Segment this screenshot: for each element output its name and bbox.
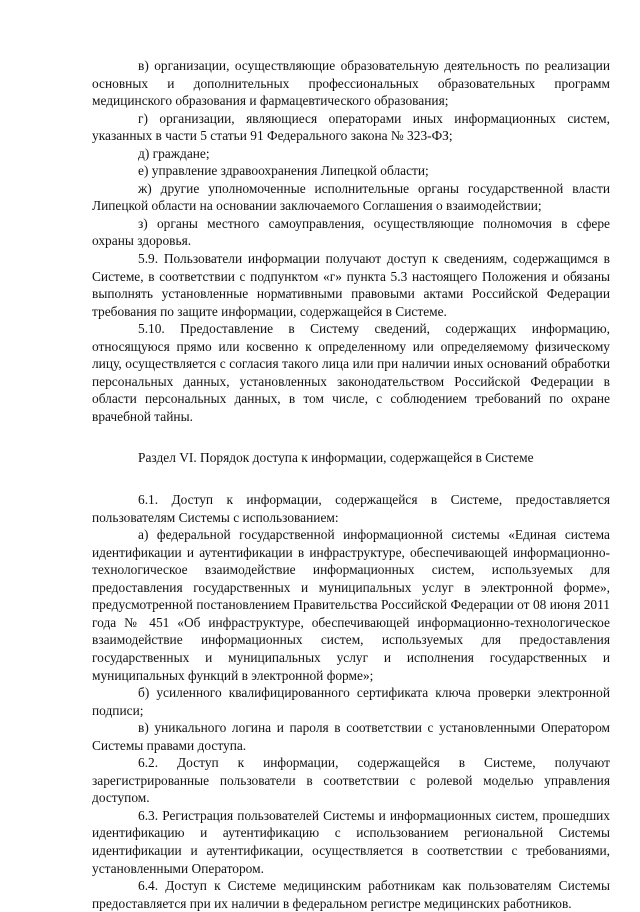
list-item-zh: ж) другие уполномоченные исполнительные органы государственной власти Липецкой области на основании заключаемого Соглашения о взаимодействии; xyxy=(92,180,610,214)
document-page xyxy=(92,57,610,912)
list-item-e: е) управление здравоохранения Липецкой области; xyxy=(138,163,429,179)
section-6-heading: Раздел VI. Порядок доступа к информации, содержащейся в Системе xyxy=(138,450,534,466)
clause-5-10: 5.10. Предоставление в Систему сведений, содержащих информацию, относящуюся прямо или косвенно к определенному или определяемому физическому лицу, осуществляется с согласия такого лица или при наличии иных оснований обработки персональных данных, установленных законодательством Российской Федерации в области персональных данных, в том числе, с соблюдением требований по охране врачебной тайны. xyxy=(92,321,610,424)
clause-6-1: 6.1. Доступ к информации, содержащейся в Системе, предоставляется пользователям Системы с использованием: xyxy=(92,492,610,525)
clause-6-4: 6.4. Доступ к Системе медицинским работникам как пользователям Системы предоставляется при их наличии в федеральном регистре медицинских работников. xyxy=(92,878,610,911)
clause-6-1-v: в) уникального логина и пароля в соответствии с установленными Оператором Системы правами доступа. xyxy=(92,720,610,753)
clause-5-9: 5.9. Пользователи информации получают доступ к сведениям, содержащимся в Системе, в соответствии с подпунктом «г» пункта 5.3 настоящего Положения и обязаны выполнять установленные нормативными правовыми актами Российской Федерации требования по защите информации, содержащейся в Системе. xyxy=(92,251,610,319)
list-item-v: в) организации, осуществляющие образовательную деятельность по реализации основных и дополнительных профессиональных образовательных программ медицинского образования и фармацевтического образования; xyxy=(92,58,610,109)
list-item-d: д) граждане; xyxy=(138,145,210,161)
list-item-z: з) органы местного самоуправления, осуществляющие полномочия в сфере охраны здоровья. xyxy=(92,215,610,249)
clause-6-1-b: б) усиленного квалифицированного сертификата ключа проверки электронной подписи; xyxy=(92,685,610,718)
list-item-g: г) организации, являющиеся операторами иных информационных систем, указанных в части 5 статьи 91 Федерального закона № 323-ФЗ; xyxy=(92,110,610,144)
clause-6-2: 6.2. Доступ к информации, содержащейся в Системе, получают зарегистрированные пользователи в соответствии с ролевой моделью управления доступом. xyxy=(92,755,610,806)
clause-6-1-a: а) федеральной государственной информационной системы «Единая система идентификации и аутентификации в инфраструктуре, обеспечивающей информационно-технологическое взаимодействие информационных систем, используемых для предоставления государственных и муниципальных услуг в электронной форме», предусмотренной постановлением Правительства Российской Федерации от 08 июня 2011 года № 451 «Об инфраструктуре, обеспечивающей информационно-технологическое взаимодействие информационных систем, используемых для предоставления государственных и муниципальных услуг и исполнения государственных и муниципальных функций в электронной форме»; xyxy=(92,527,610,683)
clause-6-3: 6.3. Регистрация пользователей Системы и информационных систем, прошедших идентификацию и аутентификацию с использованием региональной Системы идентификации и аутентификации, осуществляется в соответствии с требованиями, установленными Оператором. xyxy=(92,807,610,876)
